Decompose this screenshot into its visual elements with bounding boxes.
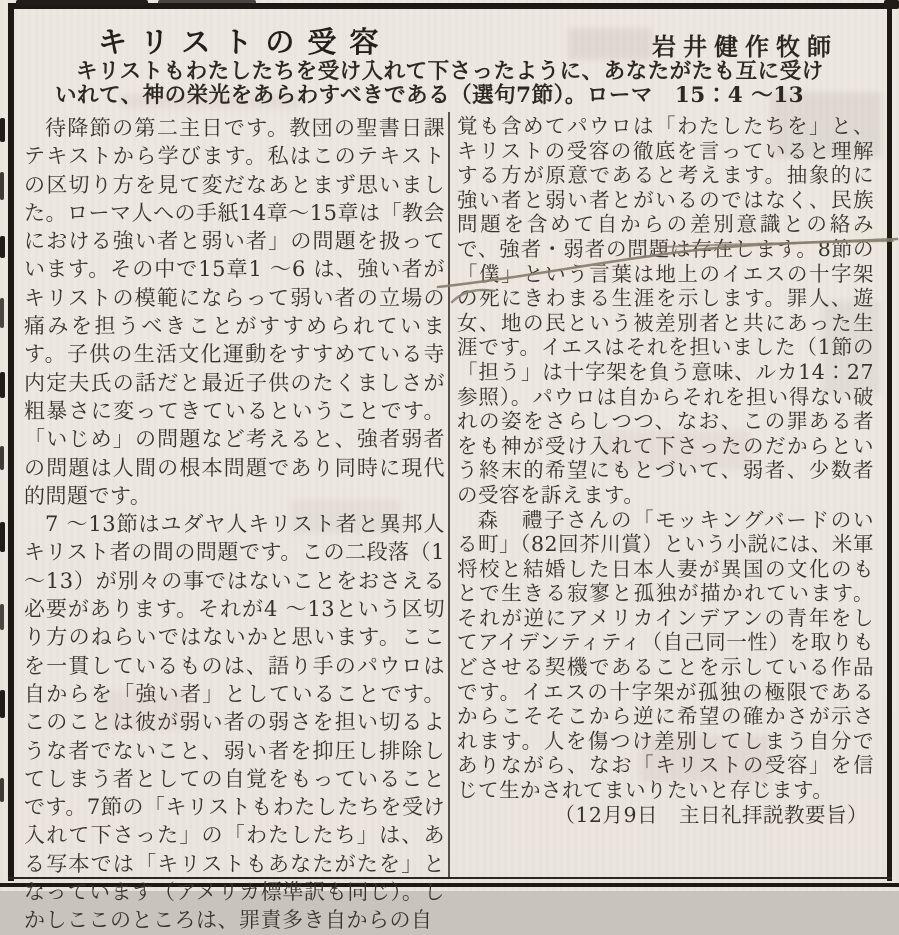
scan-edge-artifact <box>0 298 4 328</box>
scripture-epigraph <box>55 60 877 108</box>
scan-edge-artifact <box>0 690 5 718</box>
scan-edge-artifact <box>158 0 256 4</box>
right-paragraph-2: 森 禮子さんの「モッキングバードのいる町」（82回芥川賞）という小説には、米軍将校と結婚した日本人妻が異国の文化のもとで生きる寂寥と孤独が描かれています。それが逆にアメリカインデアンの青年をしてアイデンティティ（自己同一性）を取りもどさせる契機であることを示している作品です。イエスの十字架が孤独の極限であるからこそそこから逆に希望の確かさが示されます。人を傷つけ差別してしまう自分でありながら、なお「キリストの受容」を信じて生かされてまいりたいと存じます。 <box>457 507 874 803</box>
left-column <box>24 114 445 935</box>
left-paragraph-1: 待降節の第二主日です。教団の聖書日課テキストから学びます。私はこのテキストの区切り方を見て変だなあとまず思いました。ローマ人への手紙14章～15章は「教会における強い者と弱い者」の問題を扱っています。その中で15章1 ～6 は、強い者がキリストの模範にならって弱い者の立場の痛みを担うべきことがすすめられています。子供の生活文化運動をすすめている寺内定夫氏の話だと最近子供のたくましさが粗暴さに変ってきているということです。「いじめ」の問題など考えると、強者弱者の問題は人間の根本問題であり同時に現代的問題です。 <box>24 116 445 508</box>
left-paragraph-2: 7 ～13節はユダヤ人キリスト者と異邦人キリスト者の間の問題です。この二段落（1 ～13）が別々の事ではないことをおさえる必要があります。それが4 ～13という区切り方のねらいではないかと思います。ここを一貫しているものは、語り手のパウロは自からを「強い者」としていることです。このことは彼が弱い者の弱さを担い切るような者でないこと、弱い者を抑圧し排除してしまう者としての自覚をもっていることです。7節の「キリストもわたしたちを受け入れて下さった」の「わたしたち」は、ある写本では「キリストもあなたがたを」となっています（アメリカ標準訳も同じ）。しかしここのところは、罪責多き自からの自 <box>24 512 445 933</box>
scan-edge-artifact <box>0 172 4 200</box>
right-paragraph-1-continuation: 覚も含めてパウロは「わたしたちを」と、キリストの受容の徹底を言っていると理解する方が原意であると考えます。抽象的に強い者と弱い者とがいるのではなく、民族問題を含めて自からの差別意識との絡みで、強者・弱者の問題は存在します。8節の「僕」という言葉は地上のイエスの十字架の死にきわまる生涯を示します。罪人、遊女、地の民という被差別者と共にあった生涯です。イエスはそれを担いました（1節の「担う」は十字架を負う意味、ルカ14：27参照）。パウロは自からそれを担い得ない破れの姿をさらしつつ、なお、この罪ある者をも神が受け入れて下さったのだからという終末的希望にもとづいて、弱者、少数者の受容を訴えます。 <box>457 114 874 507</box>
scan-edge-artifact <box>884 0 899 9</box>
scan-edge-artifact <box>0 446 4 470</box>
page-title: キリストの受容 <box>98 25 392 59</box>
scan-edge-artifact <box>16 0 148 5</box>
closing-note: （12月9日 主日礼拝説教要旨） <box>554 802 868 827</box>
right-column <box>457 114 874 827</box>
scan-edge-artifact <box>0 236 5 258</box>
frame-border-left <box>8 3 14 881</box>
frame-border-right <box>887 3 892 881</box>
scan-edge-artifact <box>0 522 5 552</box>
scan-edge-artifact <box>0 372 5 398</box>
bleedthrough-artifact <box>568 28 652 60</box>
scan-edge-artifact <box>0 118 5 142</box>
epigraph-line-1: キリストもわたしたちを受け入れて下さったように、あなたがたも互に受け <box>76 59 824 84</box>
scan-edge-artifact <box>0 778 4 802</box>
scan-edge-artifact <box>0 604 4 630</box>
column-divider <box>448 112 450 877</box>
author-name: 岩井健作牧師 <box>652 32 838 61</box>
epigraph-line-2: いれて、神の栄光をあらわすべきである（選句7節）。ローマ 15：4 ～13 <box>55 82 805 108</box>
